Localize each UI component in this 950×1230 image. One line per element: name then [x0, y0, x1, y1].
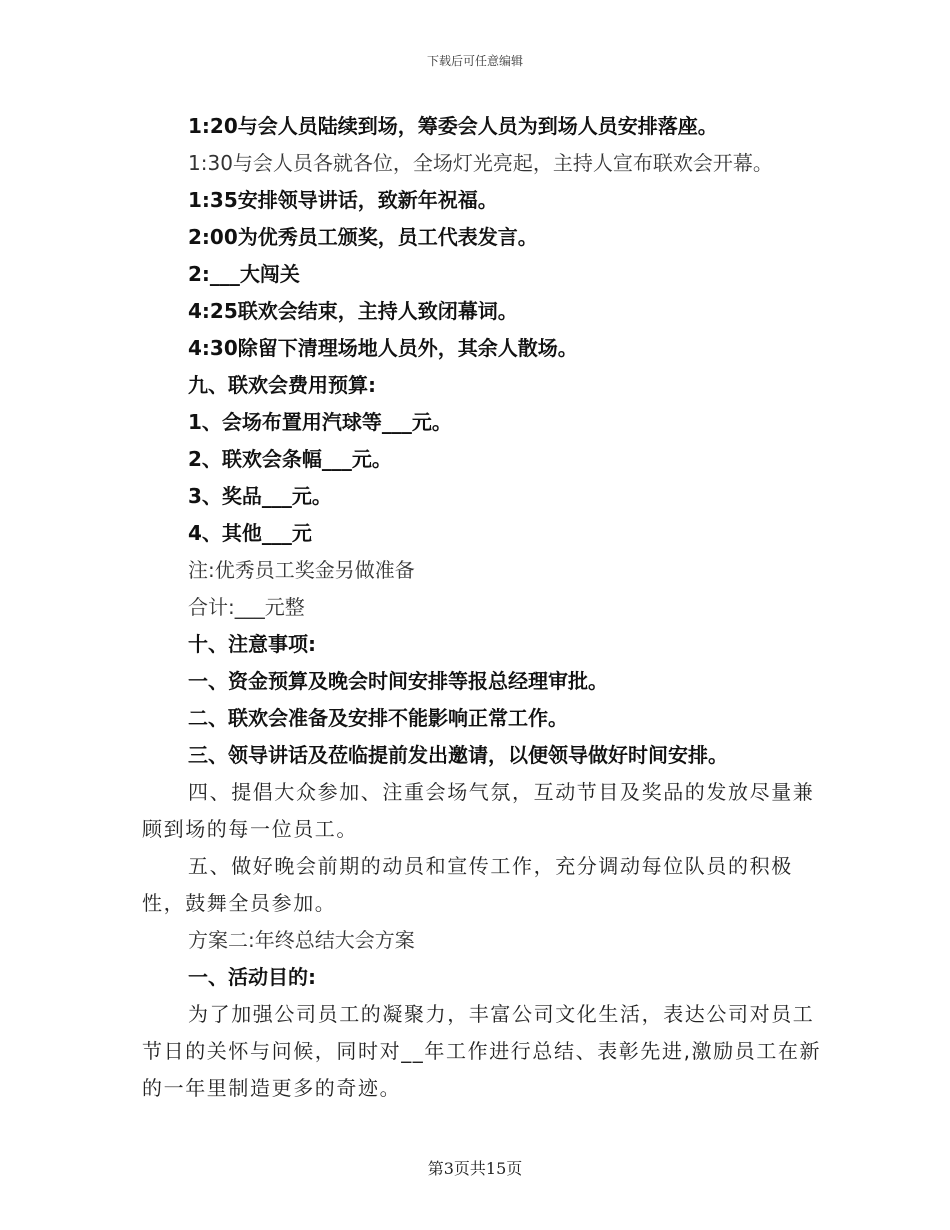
text-line: 三、领导讲话及莅临提前发出邀请，以便领导做好时间安排。: [188, 743, 728, 767]
text-line: 4:30除留下清理场地人员外，其余人散场。: [188, 336, 578, 360]
text-line: 2、联欢会条幅___元。: [188, 447, 392, 471]
text-line: 九、联欢会费用预算:: [188, 373, 376, 397]
purpose-paragraph: 为了加强公司员工的凝聚力，丰富公司文化生活，表达公司对员工节日的关怀与问候，同时对__年工作进行总结、表彰先进,激励员工在新的一年里制造更多的奇迹。: [142, 1002, 822, 1100]
text-paragraph: 四、提倡大众参加、注重会场气氛，互动节目及奖品的发放尽量兼顾到场的每一位员工。: [142, 780, 815, 841]
text-line: 3、奖品___元。: [188, 484, 332, 508]
text-line: 2:___大闯关: [188, 262, 300, 286]
document-body: [142, 108, 822, 1107]
text-line: 4、其他___元: [188, 521, 312, 545]
text-line: 一、资金预算及晚会时间安排等报总经理审批。: [188, 669, 608, 693]
text-line: 1、会场布置用汽球等___元。: [188, 410, 452, 434]
text-line: 2:00为优秀员工颁奖，员工代表发言。: [188, 225, 538, 249]
text-line: 1:30与会人员各就各位，全场灯光亮起，主持人宣布联欢会开幕。: [188, 151, 773, 175]
plan-title: 方案二:年终总结大会方案: [188, 928, 415, 952]
text-line: 合计:___元整: [188, 595, 305, 619]
text-line: 4:25联欢会结束，主持人致闭幕词。: [188, 299, 518, 323]
text-paragraph: 五、做好晚会前期的动员和宣传工作，充分调动每位队员的积极性，鼓舞全员参加。: [142, 854, 793, 915]
text-line: 注:优秀员工奖金另做准备: [188, 558, 415, 582]
section-title: 一、活动目的:: [188, 965, 316, 989]
schedule-and-notes: [142, 108, 822, 774]
text-line: 二、联欢会准备及安排不能影响正常工作。: [188, 706, 568, 730]
text-line: 1:35安排领导讲话，致新年祝福。: [188, 188, 498, 212]
text-line: 十、注意事项:: [188, 632, 316, 656]
text-line: 1:20与会人员陆续到场，筹委会人员为到场人员安排落座。: [188, 114, 718, 138]
notes-paragraphs: [142, 774, 822, 922]
page-header: 下载后可任意编辑: [426, 54, 523, 68]
page-footer: 第3页共15页: [427, 1159, 523, 1178]
